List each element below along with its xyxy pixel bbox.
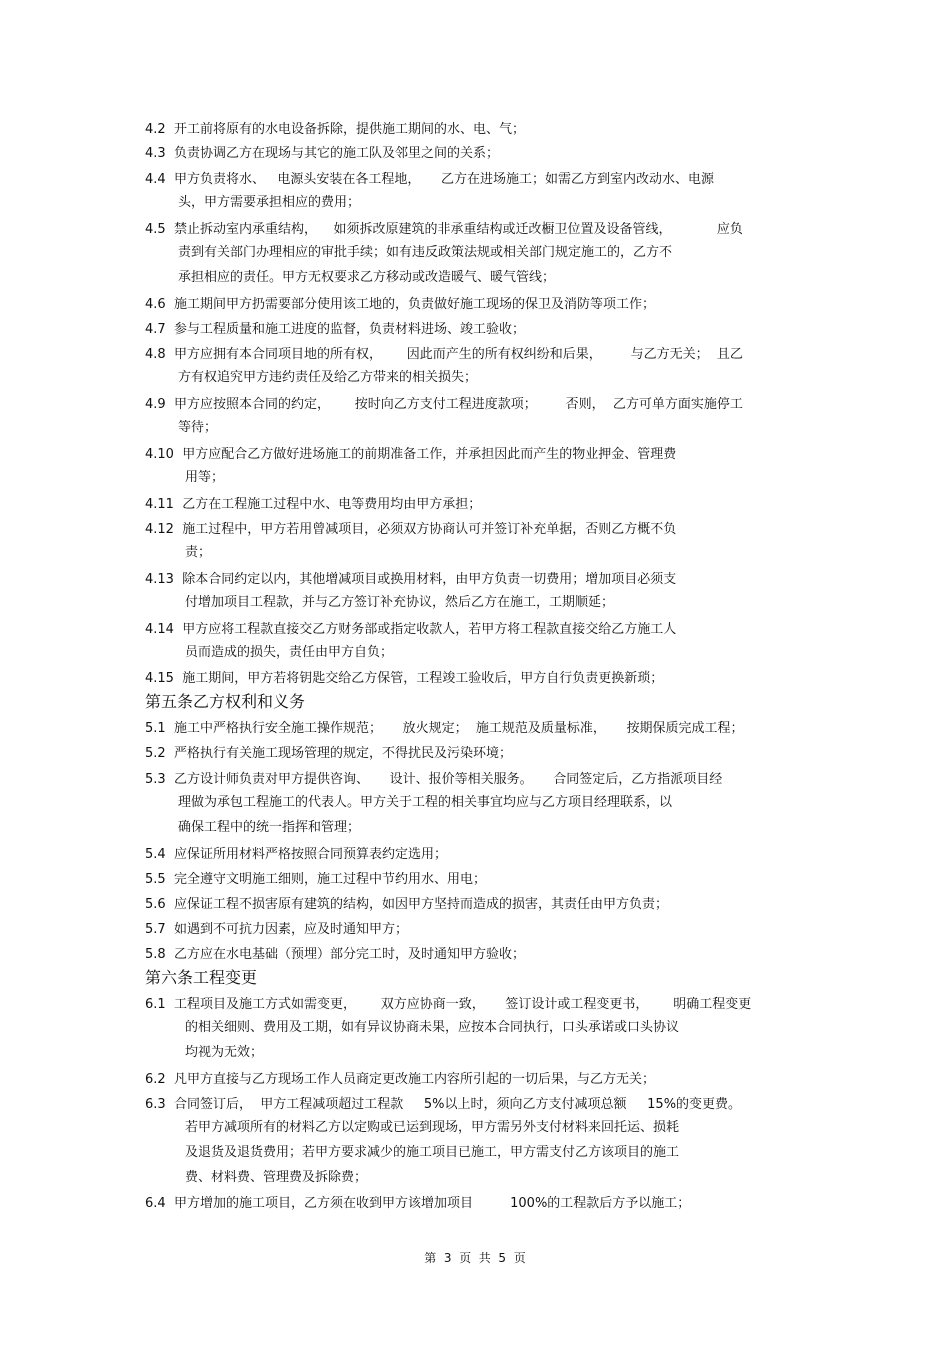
clause-5-6: 5.6 应保证工程不损害原有建筑的结构，如因甲方坚持而造成的损害，其责任由甲方负责； <box>145 897 668 912</box>
clause-4-2: 4.2 开工前将原有的水电设备拆除，提供施工期间的水、电、气； <box>145 122 525 137</box>
clause-4-13: 4.13 除本合同约定以内，其他增减项目或换用材料，由甲方负责一切费用；增加项目必须支 <box>145 572 677 587</box>
section-heading-6: 第六条工程变更 <box>145 968 258 987</box>
clause-4-4-cont: 头，甲方需要承担相应的费用； <box>178 195 361 210</box>
clause-4-5: 4.5 禁止拆动室内承重结构， 如须拆改原建筑的非承重结构或迁改橱卫位置及设备管线， 应负 <box>145 222 743 237</box>
clause-4-9-cont: 等待； <box>178 420 218 435</box>
clause-5-3: 5.3 乙方设计师负责对甲方提供咨询、 设计、报价等相关服务。 合同签定后，乙方指派项目经 <box>145 772 723 787</box>
clause-5-3-cont-2: 确保工程中的统一指挥和管理； <box>178 820 361 835</box>
clause-6-3-cont-2: 及退货及退货费用；若甲方要求减少的施工项目已施工，甲方需支付乙方该项目的施工 <box>185 1145 680 1160</box>
clause-4-15: 4.15 施工期间，甲方若将钥匙交给乙方保管，工程竣工验收后，甲方自行负责更换新琐； <box>145 671 664 686</box>
clause-4-6: 4.6 施工期间甲方扔需要部分使用该工地的，负责做好施工现场的保卫及消防等项工作； <box>145 297 655 312</box>
clause-4-7: 4.7 参与工程质量和施工进度的监督，负责材料进场、竣工验收； <box>145 322 525 337</box>
clause-4-12-cont: 责； <box>185 545 212 560</box>
clause-4-10-cont: 用等； <box>185 470 225 485</box>
section-heading-5: 第五条乙方权利和义务 <box>145 692 306 711</box>
clause-6-3: 6.3 合同签订后， 甲方工程减项超过工程款 5%以上时，须向乙方支付减项总额 15%的变更费。 <box>145 1097 742 1112</box>
clause-4-4: 4.4 甲方负责将水、 电源头安装在各工程地， 乙方在进场施工；如需乙方到室内改动水、电源 <box>145 172 714 187</box>
clause-4-13-cont: 付增加项目工程款，并与乙方签订补充协议，然后乙方在施工，工期顺延； <box>185 595 615 610</box>
clause-4-12: 4.12 施工过程中，甲方若用曾减项目，必须双方协商认可并签订补充单据，否则乙方概不负 <box>145 522 677 537</box>
clause-4-9: 4.9 甲方应按照本合同的约定， 按时向乙方支付工程进度款项； 否则， 乙方可单方面实施停工 <box>145 397 743 412</box>
clause-5-5: 5.5 完全遵守文明施工细则，施工过程中节约用水、用电； <box>145 872 486 887</box>
clause-4-14: 4.14 甲方应将工程款直接交乙方财务部或指定收款人，若甲方将工程款直接交给乙方施工人 <box>145 622 677 637</box>
clause-5-2: 5.2 严格执行有关施工现场管理的规定，不得扰民及污染环境； <box>145 746 512 761</box>
clause-6-1-cont-1: 的相关细则、费用及工期，如有异议协商未果，应按本合同执行，口头承诺或口头协议 <box>185 1020 680 1035</box>
clause-4-14-cont: 员而造成的损失，责任由甲方自负； <box>185 645 394 660</box>
clause-6-3-cont-1: 若甲方减项所有的材料乙方以定购或已运到现场，甲方需另外支付材料来回托运、损耗 <box>185 1120 680 1135</box>
clause-5-3-cont-1: 理做为承包工程施工的代表人。甲方关于工程的相关事宜均应与乙方项目经理联系，以 <box>178 795 673 810</box>
clause-5-4: 5.4 应保证所用材料严格按照合同预算表约定选用； <box>145 847 447 862</box>
clause-6-4: 6.4 甲方增加的施工项目，乙方须在收到甲方该增加项目 100%的工程款后方予以施工； <box>145 1196 691 1211</box>
clause-5-1: 5.1 施工中严格执行安全施工操作规范； 放火规定； 施工规范及质量标准， 按期保质完成工程； <box>145 721 744 736</box>
clause-6-1: 6.1 工程项目及施工方式如需变更， 双方应协商一致， 签订设计或工程变更书， 明确工程变更 <box>145 997 752 1012</box>
clause-4-10: 4.10 甲方应配合乙方做好进场施工的前期准备工作，并承担因此而产生的物业押金、管理费 <box>145 447 677 462</box>
clause-6-3-cont-3: 费、材料费、管理费及拆除费； <box>185 1170 368 1185</box>
clause-4-3: 4.3 负责协调乙方在现场与其它的施工队及邻里之间的关系； <box>145 146 499 161</box>
clause-4-5-cont-2: 承担相应的责任。甲方无权要求乙方移动或改造暖气、暖气管线； <box>178 270 556 285</box>
clause-4-8: 4.8 甲方应拥有本合同项目地的所有权， 因此而产生的所有权纠纷和后果， 与乙方无关； 且乙 <box>145 347 743 362</box>
clause-4-8-cont: 方有权追究甲方违约责任及给乙方带来的相关损失； <box>178 370 478 385</box>
clause-6-2: 6.2 凡甲方直接与乙方现场工作人员商定更改施工内容所引起的一切后果，与乙方无关； <box>145 1072 655 1087</box>
clause-6-1-cont-2: 均视为无效； <box>185 1045 264 1060</box>
page-number-footer: 第 3 页 共 5 页 <box>424 1251 526 1265</box>
clause-5-8: 5.8 乙方应在水电基础（预埋）部分完工时，及时通知甲方验收； <box>145 947 525 962</box>
clause-5-7: 5.7 如遇到不可抗力因素，应及时通知甲方； <box>145 922 408 937</box>
clause-4-5-cont-1: 责到有关部门办理相应的审批手续；如有违反政策法规或相关部门规定施工的，乙方不 <box>178 245 673 260</box>
clause-4-11: 4.11 乙方在工程施工过程中水、电等费用均由甲方承担； <box>145 497 482 512</box>
